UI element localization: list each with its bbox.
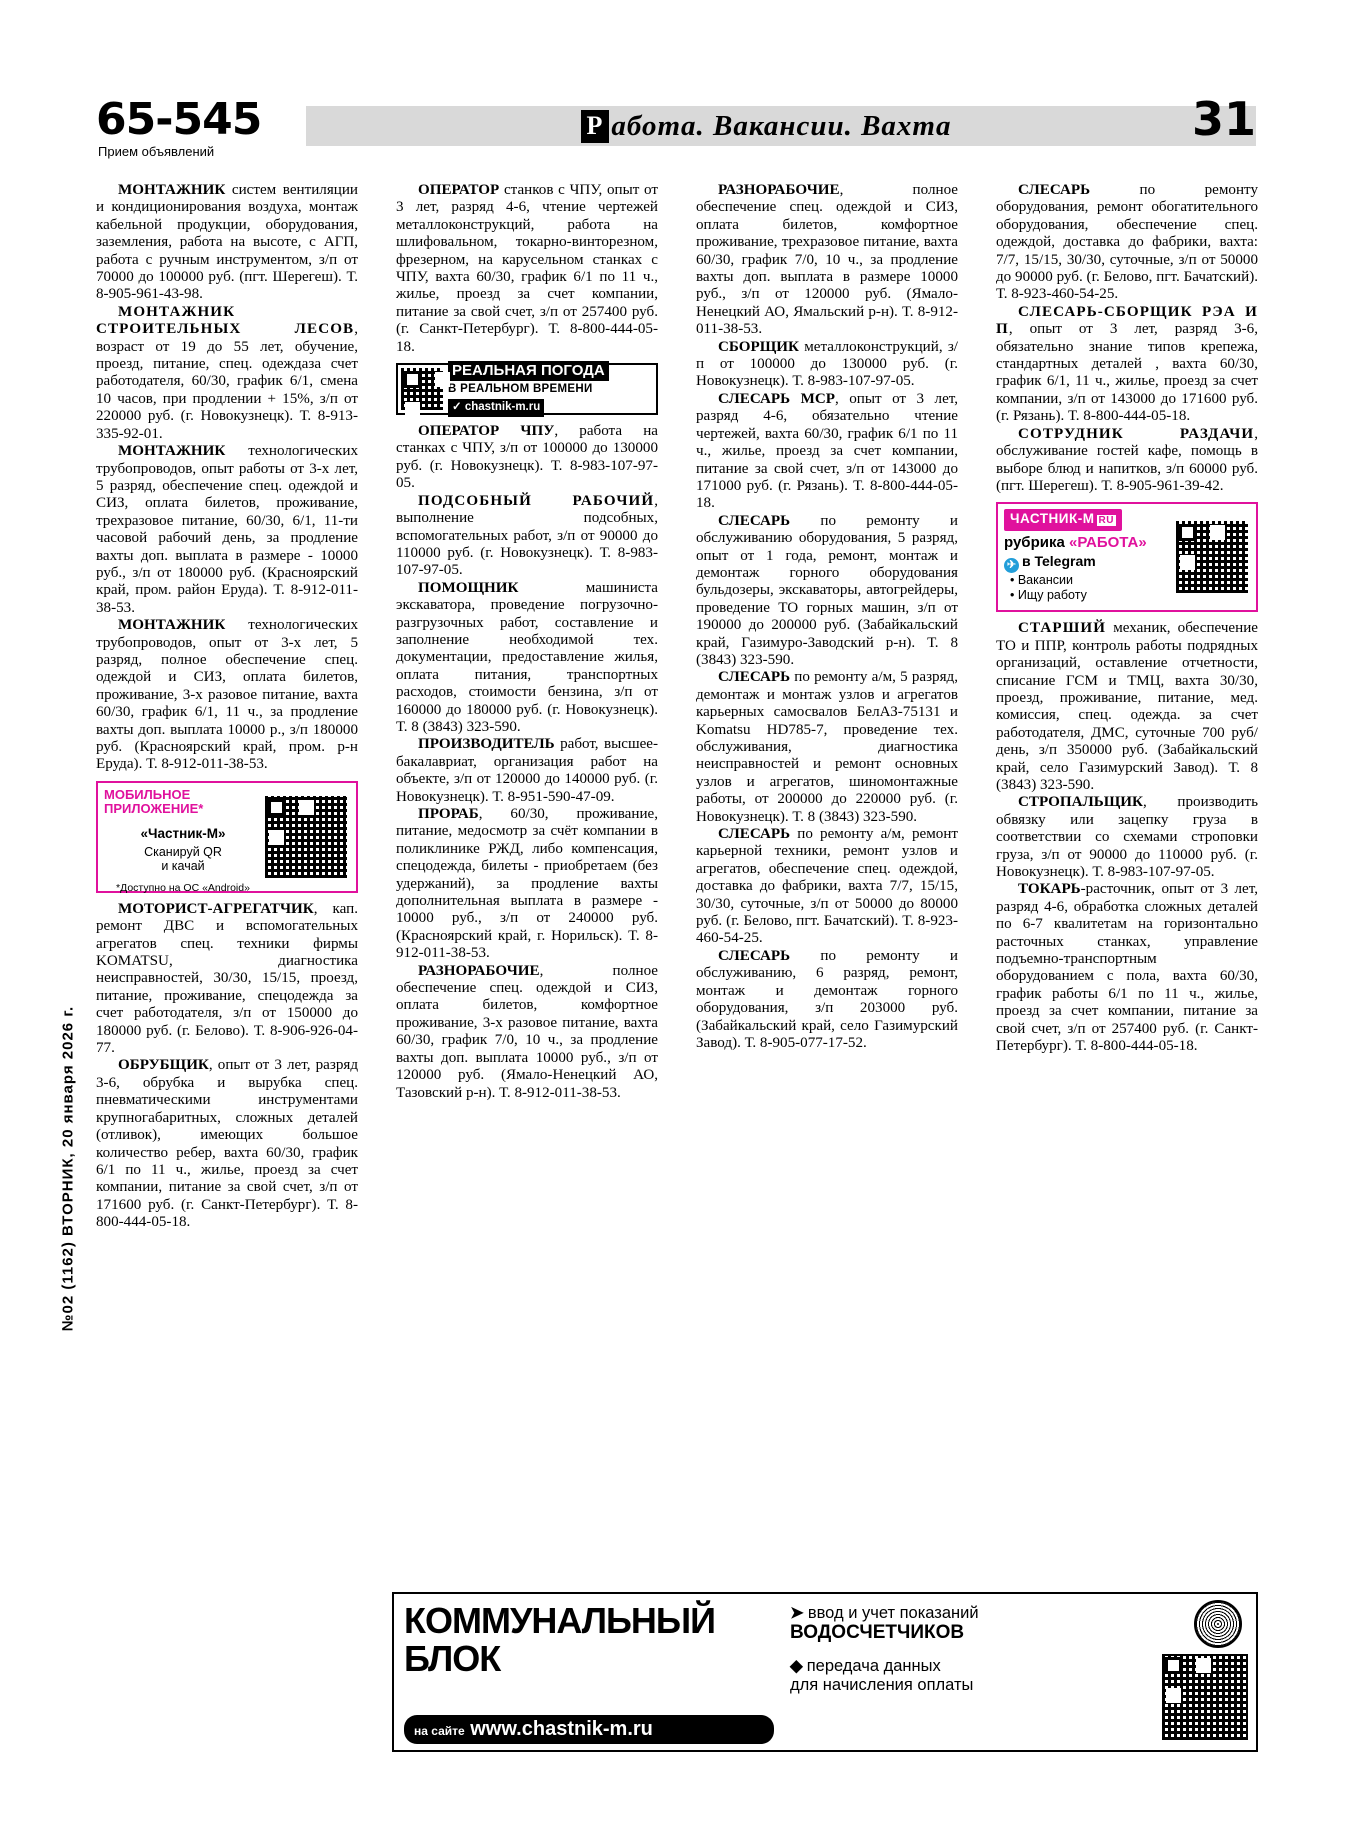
ad-body: , кап. ремонт ДВС и вспомогательных агрегатов спец. техники фирмы KOMATSU, диагностика неисправностей, 30/30, 15/15, проезд, питание, проживание, спецодежда за счет работодателя, з/п от 150000 до 180000 руб. (г. Белово). Т. 8-906-926-04-77. bbox=[96, 900, 358, 1057]
column-3 bbox=[696, 182, 958, 1052]
banner-title-line2: БЛОК bbox=[404, 1638, 501, 1679]
banner-title-line1: КОММУНАЛЬНЫЙ bbox=[404, 1600, 716, 1641]
ad-title: ОПЕРАТОР ЧПУ bbox=[418, 423, 555, 440]
telegram-promo-channel[interactable]: ✈ в Telegram bbox=[1004, 553, 1174, 573]
section-title bbox=[326, 110, 1206, 144]
ad-body: металлоконструкций, з/п от 100000 до 130000 руб. (г. Новокузнецк). Т. 8-983-107-97-05. bbox=[696, 338, 958, 390]
ad-body: , возраст от 19 до 55 лет, обучение, проезд, питание, спец. одеждаза счет работодателя, 60/30, график 6/1, смена 10 часов, при продлении + 15%, з/п от 220000 руб. (г. Новокузнецк). Т. 8-913-335-92-01. bbox=[96, 321, 358, 442]
mobile-app-label: МОБИЛЬНОЕ ПРИЛОЖЕНИЕ* bbox=[104, 786, 204, 816]
ad-title: СТРОПАЛЬЩИК bbox=[1018, 794, 1143, 811]
ad-body: работ, высшее-бакалавриат, организация работ на объекте, з/п от 120000 до 140000 руб. (г. Новокузнецк). Т. 8-951-590-47-09. bbox=[396, 736, 658, 805]
ad-body: по ремонту а/м, ремонт карьерной техники, ремонт узлов и агрегатов, обеспечение спец. одеждой, доставка до фабрики, вахта 7/7, 15/15, 30/30, суточные, з/п от 50000 до 80000 руб. (г. Белово, пгт. Бачатский). Т. 8-923-460-54-25. bbox=[696, 826, 958, 947]
ad-title: СБОРЩИК bbox=[718, 338, 799, 355]
classified-ad bbox=[996, 881, 1258, 1055]
ad-title: МОТОРИСТ-АГРЕГАТЧИК bbox=[118, 900, 314, 917]
ad-body: , опыт от 3 лет, разряд 3-6, обрубка и вырубка спец. пневматическими инструментами крупногабаритных, сложных деталей (отливок), имеющих большое количество ребер, вахта 60/30, график 6/1 по 11 ч., жилье, проезд за счет компании, питание за свой счет, з/п от 171600 руб. (г. Санкт-Петербург). Т. 8-800-444-05-18. bbox=[96, 1057, 358, 1231]
banner-service-2-line2: для начисления оплаты bbox=[790, 1676, 974, 1694]
ad-body: по ремонту оборудования, ремонт обогатительного оборудования, обеспечение спец. одеждой, доставка до фабрики, вахта: 7/7, 15/15, 30/30, суточные, з/п от 50000 до 90000 руб. (г. Белово, пгт. Бачатский). Т. 8-923-460-54-25. bbox=[996, 182, 1258, 303]
section-title-dropcap: Р bbox=[581, 110, 610, 143]
ad-title: МОНТАЖНИК bbox=[118, 443, 226, 460]
ad-body: технологических трубопроводов, опыт от 3-х лет, 5 разряд, полное обеспечение спец. одеждой и СИЗ, оплата билетов, проживание, 3-х разовое питание, вахта 60/30, график 6/1, 11 ч., за продление вахты доп. выплата 10000 р., з/п 180000 руб. (Красноярский край, пром. р-н Еруда). Т. 8-912-011-38-53. bbox=[96, 617, 358, 773]
column-1 bbox=[96, 182, 358, 1232]
ad-title: РАЗНОРАБОЧИЕ bbox=[418, 962, 540, 979]
ad-title: СЛЕСАРЬ bbox=[718, 947, 791, 964]
classified-ad bbox=[996, 620, 1258, 794]
mobile-app-qr[interactable] bbox=[262, 788, 350, 886]
banner-service-1-strong-text: ВОДОСЧЕТЧИКОВ bbox=[790, 1622, 965, 1643]
ad-title: ПРОРАБ bbox=[418, 806, 479, 822]
banner-title-area bbox=[394, 1594, 780, 1750]
qr-code-icon[interactable] bbox=[401, 368, 443, 410]
banner-url[interactable] bbox=[404, 1715, 774, 1744]
ad-title: РАЗНОРАБОЧИЕ bbox=[718, 182, 840, 198]
ad-title: СЛЕСАРЬ bbox=[1018, 182, 1091, 198]
classified-ad bbox=[396, 182, 658, 356]
diamond-icon: ◆ bbox=[790, 1657, 803, 1675]
ad-title: МОНТАЖНИК bbox=[118, 617, 226, 634]
classified-ad bbox=[696, 948, 958, 1052]
ad-body: , опыт от 3 лет, разряд 3-6, обязательно знание типов крепежа, стандартных деталей , вахта 60/30, график 6/1, 11 ч., жилье, проезд за счет компании, з/п от 143000 до 171600 руб. (г. Рязань). Т. 8-800-444-05-18. bbox=[996, 321, 1258, 425]
ad-title: МОНТАЖНИК bbox=[118, 182, 226, 198]
ad-body: по ремонту и обслуживанию, 6 разряд, ремонт, монтаж и демонтаж горного оборудования, з/п 203000 руб. (Забайкальский край, село Газимурский Завод). Т. 8-905-077-17-52. bbox=[696, 947, 958, 1051]
classifieds-columns bbox=[96, 182, 1260, 1562]
mobile-app-name: «Частник-М» bbox=[140, 825, 226, 841]
classified-ad bbox=[696, 182, 958, 339]
ad-title: СЛЕСАРЬ-СБОРЩИК РЭА И П bbox=[996, 303, 1258, 338]
classified-ad bbox=[96, 304, 358, 443]
arrow-icon: ➤ bbox=[790, 1604, 804, 1622]
classified-ad bbox=[396, 736, 658, 806]
ad-body: по ремонту и обслуживанию оборудования, 5 разряд, опыт от 1 года, ремонт, монтаж и демонтаж горного оборудования бульдозеры, экскаваторы, автогрейдеры, проведение ТО горных машин, з/п от 190000 до 200000 руб. (Забайкальский край, Газимуро-Заводский р-н). Т. 8 (3843) 323-590. bbox=[696, 512, 958, 668]
qr-code-icon[interactable] bbox=[265, 796, 347, 878]
telegram-promo-bullet: • Вакансии bbox=[1010, 573, 1073, 588]
ad-body: станков с ЧПУ, опыт от 3 лет, разряд 4-6, чтение чертежей металлоконструкций, работа на шлифовальном, токарно-винторезном, фрезерном, на карусельном станках с ЧПУ, вахта 60/30, график 6/1 по 11 ч., жилье, проезд за счет компании, питание за свой счет, з/п от 257400 руб. (г. Санкт-Петербург). Т. 8-800-444-05-18. bbox=[396, 182, 658, 355]
telegram-promo-text bbox=[1004, 509, 1174, 605]
weather-promo[interactable] bbox=[396, 363, 658, 415]
classified-ad bbox=[996, 426, 1258, 496]
classified-ad bbox=[396, 423, 658, 493]
ad-body: , опыт от 3 лет, разряд 4-6, обязательно чтение чертежей, вахта 60/30, график 6/1 по 11 ч., жилье, проезд за счет компании, питание за свой счет, з/п от 143000 до 171000 руб. (г. Рязань). Т. 8-800-444-05-18. bbox=[696, 390, 959, 512]
banner-service-1-lead: ввод и учет показаний bbox=[807, 1604, 979, 1622]
telegram-promo[interactable] bbox=[996, 502, 1258, 612]
banner-service-2-line1: передача данных bbox=[806, 1657, 941, 1675]
banner-services bbox=[780, 1594, 1136, 1750]
weather-promo-line2: В РЕАЛЬНОМ ВРЕМЕНИ bbox=[448, 382, 593, 395]
qr-code-icon[interactable] bbox=[1176, 521, 1248, 593]
ad-title: СЛЕСАРЬ МСР bbox=[718, 390, 835, 407]
banner-url-text: www.chastnik-m.ru bbox=[470, 1718, 653, 1740]
classified-ad bbox=[996, 182, 1258, 304]
mobile-app-note: *Доступно на ОС «Android» bbox=[116, 882, 250, 895]
page-number: 31 bbox=[1191, 92, 1256, 146]
brand-badge: ЧАСТНИК-М RU bbox=[1004, 509, 1122, 530]
intake-phone: 65-545 bbox=[96, 94, 262, 145]
classified-ad bbox=[396, 580, 658, 737]
telegram-promo-qr[interactable] bbox=[1174, 509, 1250, 605]
classified-ad bbox=[696, 826, 958, 948]
column-4 bbox=[996, 182, 1258, 1055]
classified-ad bbox=[96, 617, 358, 774]
weather-promo-text bbox=[448, 361, 653, 416]
classified-ad bbox=[696, 391, 958, 513]
ad-title: СОТРУДНИК РАЗДАЧИ bbox=[1018, 425, 1255, 442]
ad-body: , обслуживание гостей кафе, помощь в выборе блюд и напитков, з/п 60000 руб. (пгт. Шерегеш). Т. 8-905-961-39-42. bbox=[996, 425, 1258, 494]
classified-ad bbox=[396, 963, 658, 1102]
classified-ad bbox=[96, 901, 358, 1058]
ad-title: ПОДСОБНЫЙ РАБОЧИЙ bbox=[418, 492, 655, 509]
banner-service-1-strong bbox=[790, 1623, 1130, 1643]
ad-body: машиниста экскаватора, проведение погрузочно-разгрузочных работ, составление и заполнение необходимой тех. документации, предоставление жилья, оплата питания, транспортных расходов, стоимости бензина, з/п от 160000 до 180000 руб. (г. Новокузнецк). Т. 8 (3843) 323-590. bbox=[396, 579, 658, 735]
ad-title: СЛЕСАРЬ bbox=[718, 512, 791, 529]
telegram-promo-bullet: • Ищу работу bbox=[1010, 588, 1087, 603]
weather-promo-site[interactable]: ✓ chastnik-m.ru bbox=[448, 399, 544, 416]
section-title-rest: абота. Вакансии. Вахта bbox=[611, 110, 952, 142]
ad-body: систем вентиляции и кондиционирования воздуха, монтаж кабельной продукции, оборудования, заземления, работа на высоте, с АГП, работа с ручным инструментом, з/п от 70000 до 100000 руб. (пгт. Шерегеш). Т. 8-905-961-43-98. bbox=[96, 182, 358, 303]
mobile-app-action: Сканируй QR и качай bbox=[144, 845, 222, 874]
mobile-app-promo[interactable] bbox=[96, 781, 358, 893]
ad-title: МОНТАЖНИК СТРОИТЕЛЬНЫХ ЛЕСОВ bbox=[96, 303, 355, 338]
classified-ad bbox=[96, 1057, 358, 1231]
classified-ad bbox=[696, 513, 958, 670]
ad-body: , полное обеспечение спец. одеждой и СИЗ, оплата билетов, комфортное проживание, 3-х разовое питание, вахта 60/30, график 7/0, 10 ч., за продление вахты доп. выплата 10000 руб., з/п от 120000 руб. (Ямало-Ненецкий АО, Тазовский р-н). Т. 8-912-011-38-53. bbox=[396, 962, 658, 1101]
seal-icon bbox=[1194, 1600, 1242, 1648]
banner-service-1 bbox=[790, 1604, 1130, 1623]
ad-title: ТОКАРЬ bbox=[1018, 881, 1081, 898]
classified-ad bbox=[696, 339, 958, 391]
ad-body: , выполнение подсобных, вспомогательных работ, з/п от 90000 до 110000 руб. (г. Новокузнецк). Т. 8-983-107-97-05. bbox=[396, 492, 658, 579]
ad-title: СТАРШИЙ bbox=[1018, 620, 1107, 637]
communal-block-banner[interactable] bbox=[392, 1592, 1258, 1752]
qr-code-icon[interactable] bbox=[1162, 1654, 1248, 1740]
ad-body: , 60/30, проживание, питание, медосмотр за счёт компании в поликлинике РЖД, либо компенсация, спецодежда, билеты - приобретаем (без удержаний), за продление вахты дополнительная выплата в размере - 10000 руб., з/п от 240000 руб. (Красноярский край, г. Норильск). Т. 8-912-011-38-53. bbox=[396, 806, 658, 962]
classified-ad bbox=[96, 182, 358, 304]
ad-title: ОПЕРАТОР bbox=[418, 182, 500, 198]
intake-phone-caption: Прием объявлений bbox=[98, 144, 215, 159]
banner-qr-area bbox=[1136, 1594, 1256, 1750]
telegram-icon: ✈ bbox=[1004, 558, 1019, 573]
ad-body: , работа на станках с ЧПУ, з/п от 100000 до 130000 руб. (г. Новокузнецк). Т. 8-983-107-97-05. bbox=[396, 423, 659, 492]
banner-service-2 bbox=[790, 1657, 1130, 1676]
masthead bbox=[96, 92, 1256, 159]
issue-info: №02 (1162) ВТОРНИК, 20 января 2026 г. bbox=[59, 1005, 77, 1332]
ad-title: ПРОИЗВОДИТЕЛЬ bbox=[418, 736, 555, 753]
classified-ad bbox=[96, 443, 358, 617]
ad-title: ОБРУБЩИК bbox=[118, 1057, 209, 1074]
classified-ad bbox=[996, 304, 1258, 426]
ad-body: , производить обвязку или зацепку груза в соответствии со схемами строповки груза, з/п от 90000 до 110000 руб. (г. Новокузнецк). Т. 8-983-107-97-05. bbox=[996, 794, 1258, 880]
ad-body: -расточник, опыт от 3 лет, разряд 4-6, обработка сложных деталей по 6-7 квалитетам на горизонтально расточных станках, управление подъемно-транспортным оборудованием с пола, вахта 60/30, график работы 6/1 по 11 ч., жилье, проезд за счет компании, питание за свой счет, з/п от 257400 руб. (г. Санкт-Петербург). Т. 8-800-444-05-18. bbox=[996, 881, 1258, 1055]
banner-url-prefix: на сайте bbox=[414, 1724, 465, 1738]
classified-ad bbox=[696, 669, 958, 826]
mobile-app-text bbox=[104, 786, 262, 895]
ad-body: технологических трубопроводов, опыт работы от 3-х лет, 5 разряд, обеспечение спец. одеждой и СИЗ, оплата билетов, проживание, трехразовое питание, 60/30, 6/1, 11-ти часовой рабочий день, за продление вахты доп. выплата в размере - 10000 руб., з/п от 180000 руб. (Красноярский край, пром. район Еруда). Т. 8-912-011-38-53. bbox=[96, 443, 358, 616]
telegram-promo-headline: рубрика «РАБОТА» bbox=[1004, 533, 1147, 551]
weather-promo-line1: РЕАЛЬНАЯ ПОГОДА bbox=[448, 361, 609, 380]
ad-body: по ремонту а/м, 5 разряд, демонтаж и монтаж узлов и агрегатов карьерных самосвалов БелАЗ-75131 и Komatsu HD785-7, проведение тех. обслуживания, диагностика неисправностей и ремонт основных узлов и агрегатов, шиномонтажные работы, от 200000 до 220000 руб. (г. Новокузнецк). Т. 8 (3843) 323-590. bbox=[696, 669, 958, 825]
column-2 bbox=[396, 182, 658, 1102]
ad-title: ПОМОЩНИК bbox=[418, 579, 519, 596]
ad-title: СЛЕСАРЬ bbox=[718, 826, 791, 843]
classified-ad bbox=[996, 794, 1258, 881]
classified-ad bbox=[396, 806, 658, 963]
ad-title: СЛЕСАРЬ bbox=[718, 669, 791, 686]
ad-body: механик, обеспечение ТО и ППР, контроль работы подрядных организаций, оставление отчетности, списание ГСМ и ТМЦ, вахта 30/30, проезд, проживание, питание, мед. комиссия, спец. одежда. за счет работодателя, ДМС, суточные 700 руб/ день, з/п 350000 руб. (Забайкальский край, село Газимурский Завод). Т. 8 (3843) 323-590. bbox=[996, 620, 1258, 793]
ad-body: , полное обеспечение спец. одеждой и СИЗ, оплата билетов, комфортное проживание, трехразовое питание, вахта 60/30, график 7/0, 10 ч., за продление вахты доп. выплата в размере 10000 руб., з/п от 120000 руб. (Ямало-Ненецкий АО, Ямальский р-н). Т. 8-912-011-38-53. bbox=[696, 182, 958, 338]
classified-ad bbox=[396, 493, 658, 580]
